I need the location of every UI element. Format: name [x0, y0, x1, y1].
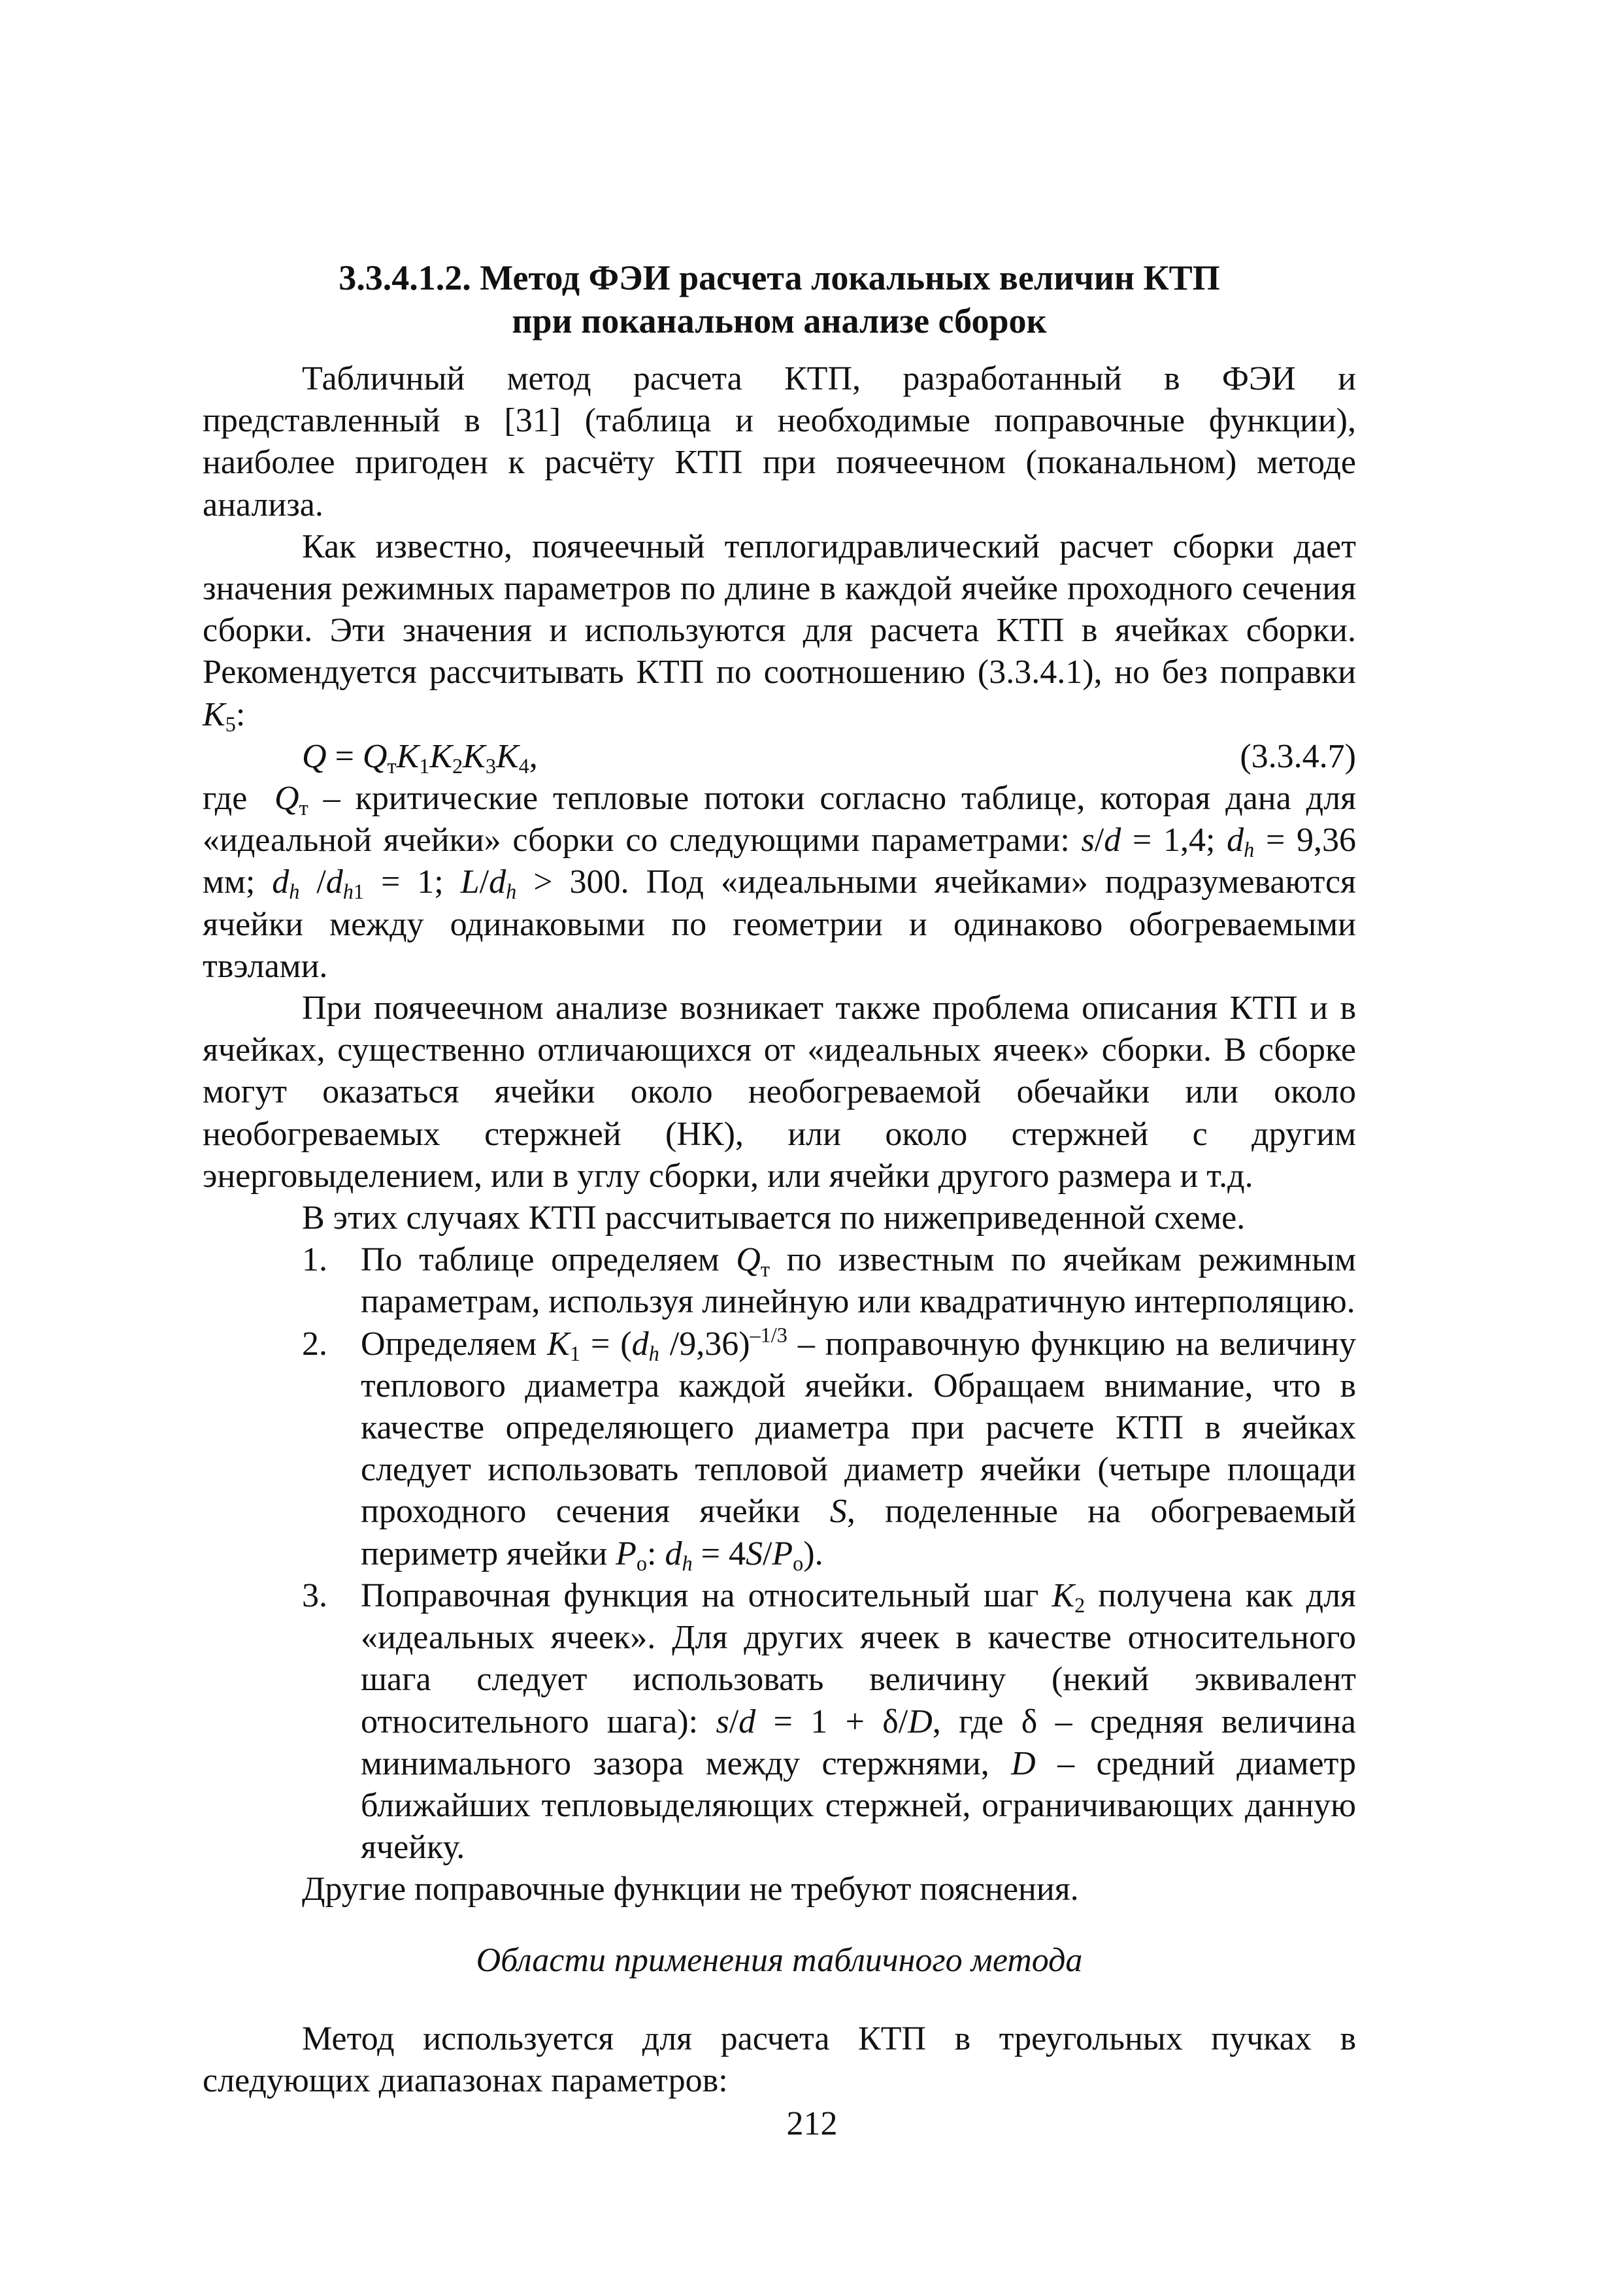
final-remark: Другие поправочные функции не требуют пояснения. [302, 1870, 1079, 1908]
paragraph-1: Табличный метод расчета КТП, разработанный в ФЭИ и представленный в [31] (таблица и необходимые поправочные функции), наиболее пригоден к расчёту КТП при поячеечном (поканальном) методе анализа. [203, 360, 1356, 524]
equation-formula: $Q = Q_тK_1K_2K_3K_4$, [302, 737, 538, 778]
subsection-heading: Области применения табличного метода [476, 1941, 1083, 1979]
heading-line-1: 3.3.4.1.2. Метод ФЭИ расчета локальных величин КТП [339, 258, 1220, 297]
list-item: 1. По таблице определяем $Q_т$ по известным по ячейкам режимным параметрам, используя линейную или квадратичную интерполяцию. [302, 1241, 1356, 1321]
list-item: 3. Поправочная функция на относительный шаг $K_2$ получена как для «идеальных ячеек». Для других ячеек в качестве относительного шага следует использовать величину (некий эквивалент относительного шага): s/d = 1 + δ/D, где δ – средняя величина минимального зазора между стержнями, D – средний диаметр ближайших тепловыделяющих стержней, ограничивающих данную ячейку. [302, 1576, 1356, 1867]
heading-line-2: при поканальном анализе сборок [512, 301, 1047, 341]
equation-number: (3.3.4.7) [1240, 737, 1356, 775]
where-paragraph: где $Q_т$ – критические тепловые потоки согласно таблице, которая дана для «идеальной ячейки» сборки со следующими параметрами: s/d = 1,4; $d_h = 9,36$ мм; $d_h$ $/d_{h1} = 1$; $L/d_h > 300$. Под «идеальными ячейками» подразумеваются ячейки между одинаковыми по геометрии и одинаково обогреваемыми твэлами. [203, 780, 1357, 985]
equation-3-3-4-7 [203, 736, 1356, 778]
body-text [203, 358, 1356, 2102]
list-item: 2. Определяем $K_1 = (d_h$ /9,36)$^{-1/3}$ – поправочную функцию на величину теплового диаметра каждой ячейки. Обращаем внимание, что в качестве определяющего диаметра при расчете КТП в ячейках следует использовать тепловой диаметр ячейки (четыре площади проходного сечения ячейки S, поделенные на обогреваемый периметр ячейки $P_о$: $d_h = 4S/P_о$). [302, 1323, 1357, 1575]
section-heading [203, 256, 1356, 342]
paragraph-3: При поячеечном анализе возникает также проблема описания КТП и в ячейках, существенно отличающихся от «идеальных ячеек» сборки. В сборке могут оказаться ячейки около необогреваемой обечайки или около необогреваемых стержней (НК), или около стержней с другим энерговыделением, или в углу сборки, или ячейки другого размера и т.д. [203, 989, 1356, 1195]
closing-paragraph: Метод используется для расчета КТП в треугольных пучках в следующих диапазонах параметров: [203, 2020, 1356, 2099]
paragraph-2: Как известно, поячеечный теплогидравлический расчет сборки дает значения режимных параметров по длине в каждой ячейке проходного сечения сборки. Эти значения и используются для расчета КТП в ячейках сборки. Рекомендуется рассчитывать КТП по соотношению (3.3.4.1), но без поправки $K_5$: [203, 527, 1356, 736]
steps-list [203, 1239, 1356, 1869]
paragraph-4: В этих случаях КТП рассчитывается по нижеприведенной схеме. [302, 1199, 1246, 1237]
page-number: 212 [786, 2105, 838, 2142]
